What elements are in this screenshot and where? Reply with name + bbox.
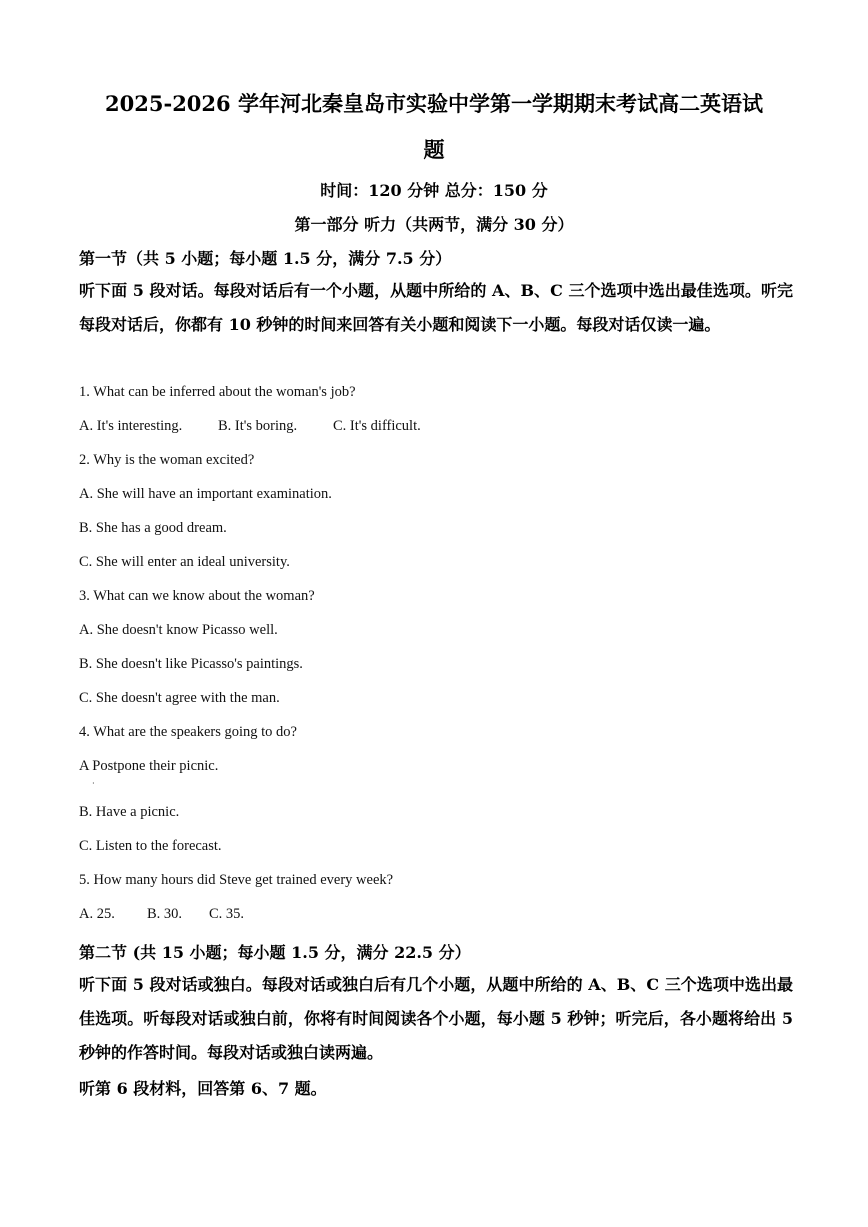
question-1-options [79,418,421,435]
question-2-stem: 2. Why is the woman excited? [79,452,255,468]
question-5-option-a: A. 25. [79,906,115,922]
question-5-options [79,906,244,923]
section1-instruction: 听下面 5 段对话。每段对话后有一个小题，从题中所给的 A、B、C 三个选项中选出最佳选项。听完每段对话后，你都有 10 秒钟的时间来回答有关小题和阅读下一小题。每段对话仅读一遍。 [79,281,793,334]
question-1-option-b: B. It's boring. [218,418,298,434]
question-3-option-c: C. She doesn't agree with the man. [79,690,280,706]
section2-instruction: 听下面 5 段对话或独白。每段对话或独白后有几个小题，从题中所给的 A、B、C 三个选项中选出最佳选项。听每段对话或独白前，你将有时间阅读各个小题，每小题 5 秒钟；听完后，各小题将给出 5 秒钟的作答时间。每段对话或独白读两遍。 [79,975,793,1062]
exam-title-line-2: 题 [423,137,445,162]
question-2-option-b: B. She has a good dream. [79,520,227,536]
question-2-option-a: A. She will have an important examination. [79,486,332,502]
time-info: 时间：120 分钟 总分：150 分 [320,181,548,200]
exam-title-line-1: 2025-2026 学年河北秦皇岛市实验中学第一学期期末考试高二英语试 [105,91,763,116]
question-5-option-c: C. 35. [209,906,245,922]
section1-heading: 第一节（共 5 小题；每小题 1.5 分，满分 7.5 分） [79,249,452,268]
question-4-option-a: A Postpone their picnic. [79,758,219,774]
question-3-option-a: A. She doesn't know Picasso well. [79,622,278,638]
question-4-stem: 4. What are the speakers going to do? [79,724,297,740]
question-4-option-b: B. Have a picnic. [79,804,180,820]
section2-heading: 第二节 (共 15 小题；每小题 1.5 分，满分 22.5 分） [79,943,471,962]
material-6-heading: 听第 6 段材料，回答第 6、7 题。 [79,1079,327,1098]
question-1-option-a: A. It's interesting. [79,418,183,434]
question-3-stem: 3. What can we know about the woman? [79,588,315,604]
part1-heading: 第一部分 听力（共两节，满分 30 分） [294,215,574,234]
question-5-option-b: B. 30. [147,906,183,922]
question-5-stem: 5. How many hours did Steve get trained every week? [79,872,394,888]
question-3-option-b: B. She doesn't like Picasso's paintings. [79,656,303,672]
question-1-option-c: C. It's difficult. [333,418,421,434]
question-1-stem: 1. What can be inferred about the woman's job? [79,384,356,400]
question-2-option-c: C. She will enter an ideal university. [79,554,290,570]
question-4-option-c: C. Listen to the forecast. [79,838,222,854]
stray-dot-mark: · [92,779,95,788]
